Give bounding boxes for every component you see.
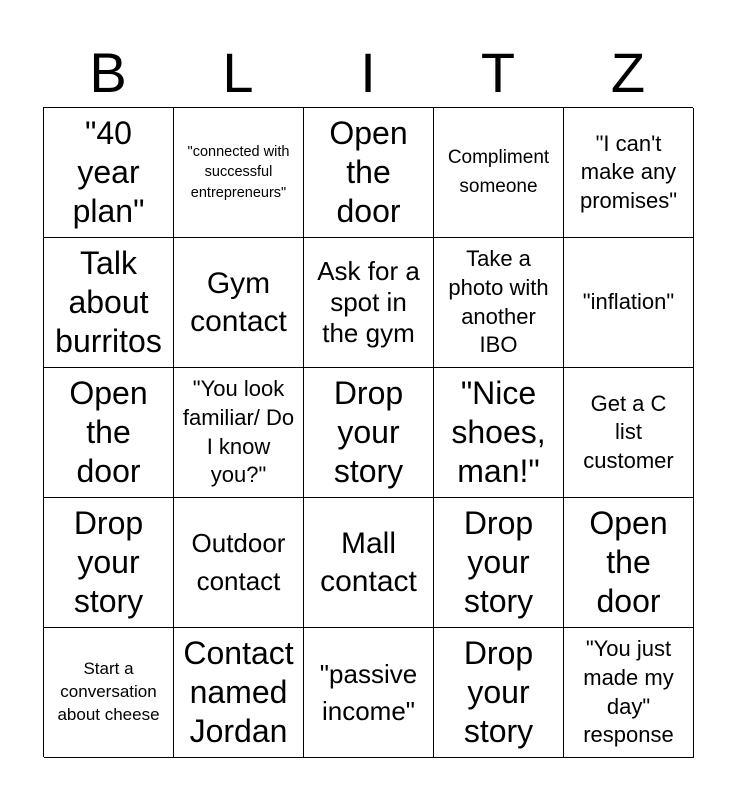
bingo-cell-r5-c3[interactable] bbox=[304, 628, 434, 758]
cell-text: "connected with successful entrepreneurs" bbox=[187, 144, 290, 201]
bingo-cell-r1-c4[interactable] bbox=[434, 108, 564, 238]
cell-text: Take a photo with another IBO bbox=[448, 246, 549, 358]
bingo-cell-r2-c2[interactable] bbox=[174, 238, 304, 368]
cell-text: Drop your story bbox=[463, 504, 534, 620]
cell-text: "passive income" bbox=[319, 659, 418, 726]
cell-text: Open the door bbox=[329, 114, 408, 230]
cell-text: Start a conversation about cheese bbox=[57, 659, 160, 724]
cell-text: Open the door bbox=[589, 504, 668, 620]
cell-text: "You look familiar/ Do I know you?" bbox=[182, 376, 295, 488]
cell-text: Open the door bbox=[69, 374, 148, 490]
cell-text: Outdoor contact bbox=[191, 527, 286, 596]
bingo-cell-r5-c2[interactable] bbox=[174, 628, 304, 758]
cell-text: "I can't make any promises" bbox=[579, 130, 678, 213]
cell-text: Compliment someone bbox=[447, 147, 550, 197]
cell-text: Drop your story bbox=[73, 504, 144, 620]
bingo-cell-r2-c3[interactable] bbox=[304, 238, 434, 368]
bingo-cell-r3-c5[interactable] bbox=[564, 368, 694, 498]
cell-text: "You just made my day" response bbox=[583, 636, 674, 748]
bingo-cell-r4-c2[interactable] bbox=[174, 498, 304, 628]
cell-text: Mall contact bbox=[320, 527, 417, 598]
cell-text: Drop your story bbox=[333, 374, 404, 490]
bingo-cell-r2-c1[interactable] bbox=[44, 238, 174, 368]
cell-text: "Nice shoes, man!" bbox=[451, 374, 546, 490]
bingo-cell-r1-c5[interactable] bbox=[564, 108, 694, 238]
bingo-grid bbox=[43, 107, 693, 757]
bingo-cell-r1-c2[interactable] bbox=[174, 108, 304, 238]
cell-text: Contact named Jordan bbox=[183, 634, 294, 750]
cell-text: Get a C list customer bbox=[583, 390, 674, 473]
bingo-cell-r2-c5[interactable] bbox=[564, 238, 694, 368]
bingo-header bbox=[43, 38, 693, 108]
bingo-cell-r3-c3[interactable] bbox=[304, 368, 434, 498]
header-letter-t: T bbox=[480, 41, 516, 104]
bingo-cell-r4-c5[interactable] bbox=[564, 498, 694, 628]
bingo-cell-r2-c4[interactable] bbox=[434, 238, 564, 368]
bingo-cell-r5-c5[interactable] bbox=[564, 628, 694, 758]
cell-text: Drop your story bbox=[463, 634, 534, 750]
header-letter-z: Z bbox=[610, 41, 646, 104]
header-letter-b: B bbox=[89, 41, 127, 104]
header-letter-i: I bbox=[360, 41, 376, 104]
bingo-cell-r4-c4[interactable] bbox=[434, 498, 564, 628]
cell-text: Gym contact bbox=[190, 267, 287, 338]
bingo-cell-r1-c3[interactable] bbox=[304, 108, 434, 238]
bingo-cell-r4-c3[interactable] bbox=[304, 498, 434, 628]
cell-text: Ask for a spot in the gym bbox=[317, 255, 420, 349]
header-letter-l: L bbox=[222, 41, 254, 104]
bingo-cell-r5-c4[interactable] bbox=[434, 628, 564, 758]
bingo-cell-r3-c4[interactable] bbox=[434, 368, 564, 498]
bingo-cell-r3-c2[interactable] bbox=[174, 368, 304, 498]
cell-text: "inflation" bbox=[582, 289, 675, 315]
bingo-cell-r5-c1[interactable] bbox=[44, 628, 174, 758]
cell-text: "40 year plan" bbox=[72, 114, 145, 230]
bingo-cell-r1-c1[interactable] bbox=[44, 108, 174, 238]
bingo-cell-r3-c1[interactable] bbox=[44, 368, 174, 498]
bingo-cell-r4-c1[interactable] bbox=[44, 498, 174, 628]
cell-text: Talk about burritos bbox=[55, 244, 162, 360]
